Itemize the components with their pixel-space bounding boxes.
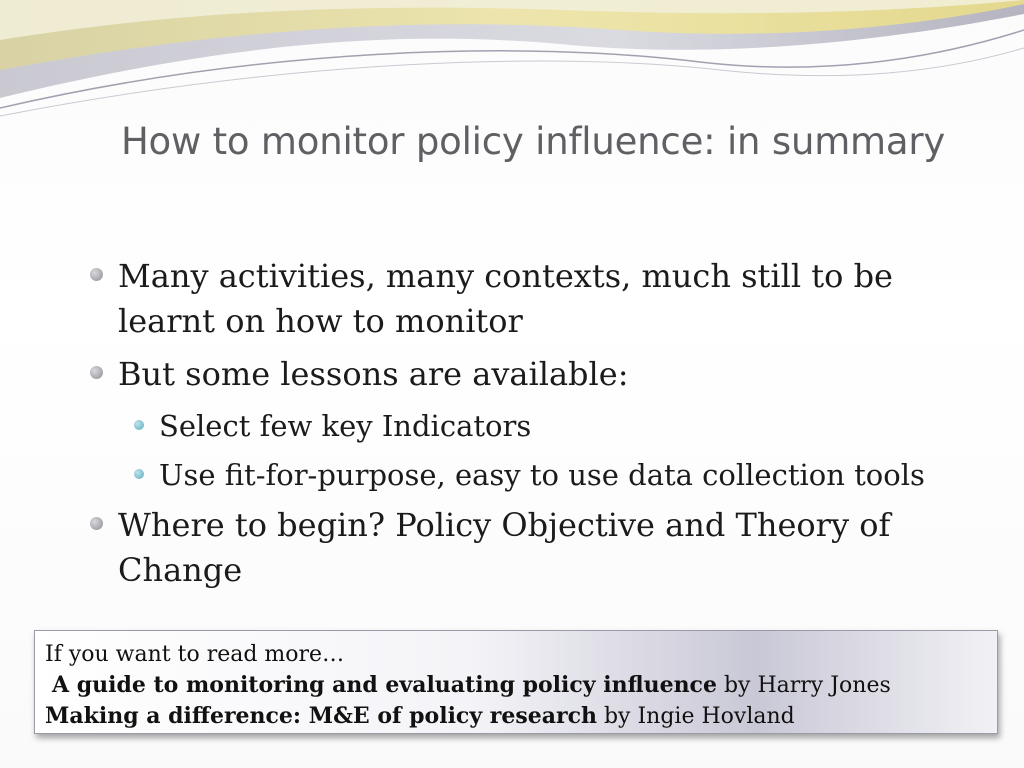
reference-1 [45,670,987,701]
header-swoosh-decoration [0,0,1024,130]
reference-2-title: Making a difference: M&E of policy research [45,703,597,729]
reference-1-author: by Harry Jones [716,673,891,698]
bullet-item [0,352,1000,397]
sub-bullet-icon [134,420,144,430]
bullet-icon [90,366,103,379]
reference-1-title: A guide to monitoring and evaluating policy influence [52,672,717,698]
read-more-box [34,630,998,734]
bullet-item [0,254,1000,344]
read-more-intro: If you want to read more… [45,642,345,667]
sub-bullet-item [0,454,1000,496]
bullet-list [0,254,1000,601]
bullet-item [0,503,1000,593]
sub-bullet-text: Use fit-for-purpose, easy to use data collection tools [159,458,925,492]
sub-bullet-text: Select few key Indicators [159,409,532,443]
sub-bullet-icon [134,469,144,479]
slide-title: How to monitor policy influence: in summary [120,120,946,163]
bullet-icon [90,268,103,281]
bullet-text: Where to begin? Policy Objective and Theory of Change [118,506,891,589]
reference-2-author: by Ingie Hovland [596,704,795,729]
sub-bullet-item [0,405,1000,447]
reference-2 [45,701,987,732]
bullet-text: Many activities, many contexts, much still to be learnt on how to monitor [118,257,893,340]
bullet-text: But some lessons are available: [118,355,629,393]
bullet-icon [90,517,103,530]
